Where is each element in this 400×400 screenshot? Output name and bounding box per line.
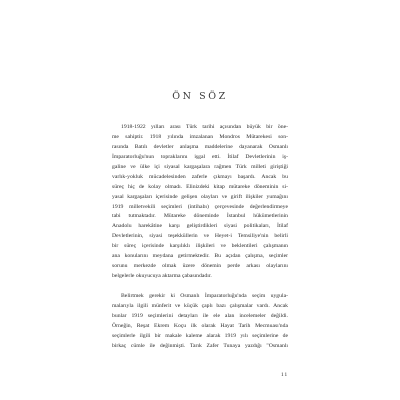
text-line: seçimlerle ilgili bir makale kaleme alarak 1919 yılı seçimlerine de [112, 332, 288, 339]
text-line: bunlar 1919 seçimlerini detayları ile ele alan incelemeler değildi. [112, 312, 288, 319]
text-line: sorunu merkezde olmak üzere dönemin perde arkası olaylarını [112, 263, 288, 270]
text-line: birkaç cümle ile değinmişti. Tarık Zafer Tunaya yazdığı "Osmanlı [112, 342, 288, 349]
text-line: me sahiptir. 1918 yılında imzalanan Mondros Mütarekesi son- [112, 133, 288, 140]
text-line: bir süreç içerisinde karşılıklı ilişkileri ve beklentileri çalışmanın [112, 243, 288, 250]
page-title: ÖN SÖZ [172, 91, 228, 102]
text-line: Örneğin, Reşat Ekrem Koçu ilk olarak Hayat Tarih Mecmuası'nda [112, 322, 288, 329]
book-page [112, 0, 288, 400]
text-line: ana konularını meydana getirmektedir. Bu açıdan çalışma, seçimler [112, 253, 288, 260]
text-line: malarıyla ilgili münferit ve küçük çaplı bazı çalışmalar vardı. Ancak [112, 302, 288, 309]
text-line: süreç hiç de kolay olmadı. Elinizdeki kitap mütareke döneminin si- [112, 183, 288, 190]
text-line: varlık-yokluk mücadelesinden zaferle çıkmayı başardı. Ancak bu [112, 173, 288, 180]
paragraph-1 [112, 123, 288, 282]
text-line: 1918-1922 yılları arası Türk tarihi açısından büyük bir öne- [121, 124, 288, 130]
text-line: Devletlerinin, siyasi teşekküllerin ve Heyet-i Temsiliye'nin belirli [112, 233, 288, 240]
text-line: belgelerle okuyucuya aktarma çabasındadır. [112, 273, 212, 280]
text-line: galine ve ülke içi siyasal kargaşalara rağmen Türk milleti giriştiği [112, 163, 288, 170]
body-text [112, 123, 288, 352]
text-line: İmparatorluğu'nun topraklarını işgal etti. İtilaf Devletlerinin iş- [112, 153, 288, 160]
text-line: 1919 milletvekili seçimleri (intihabı) çerçevesinde değerlendirmeye [112, 203, 288, 210]
text-line: Belirtmek gerekir ki Osmanlı İmparatorluğu'nda seçim uygula- [121, 293, 288, 299]
page-number: 11 [280, 372, 288, 378]
paragraph-2 [112, 292, 288, 352]
text-line: Anadolu harekâtine karşı geliştirdikleri siyasi politikaları, İtilaf [112, 223, 288, 230]
text-line: yasal kargaşaları içerisinde gelişen olayları ve girift ilişkiler yumağını [112, 193, 288, 200]
text-line: rasında Batılı devletler anlaşma maddelerine dayanarak Osmanlı [112, 143, 288, 150]
text-line: tabi tutmaktadır. Mütareke döneminde İstanbul hükümetlerinin [112, 213, 288, 220]
paragraph-gap [112, 282, 288, 292]
